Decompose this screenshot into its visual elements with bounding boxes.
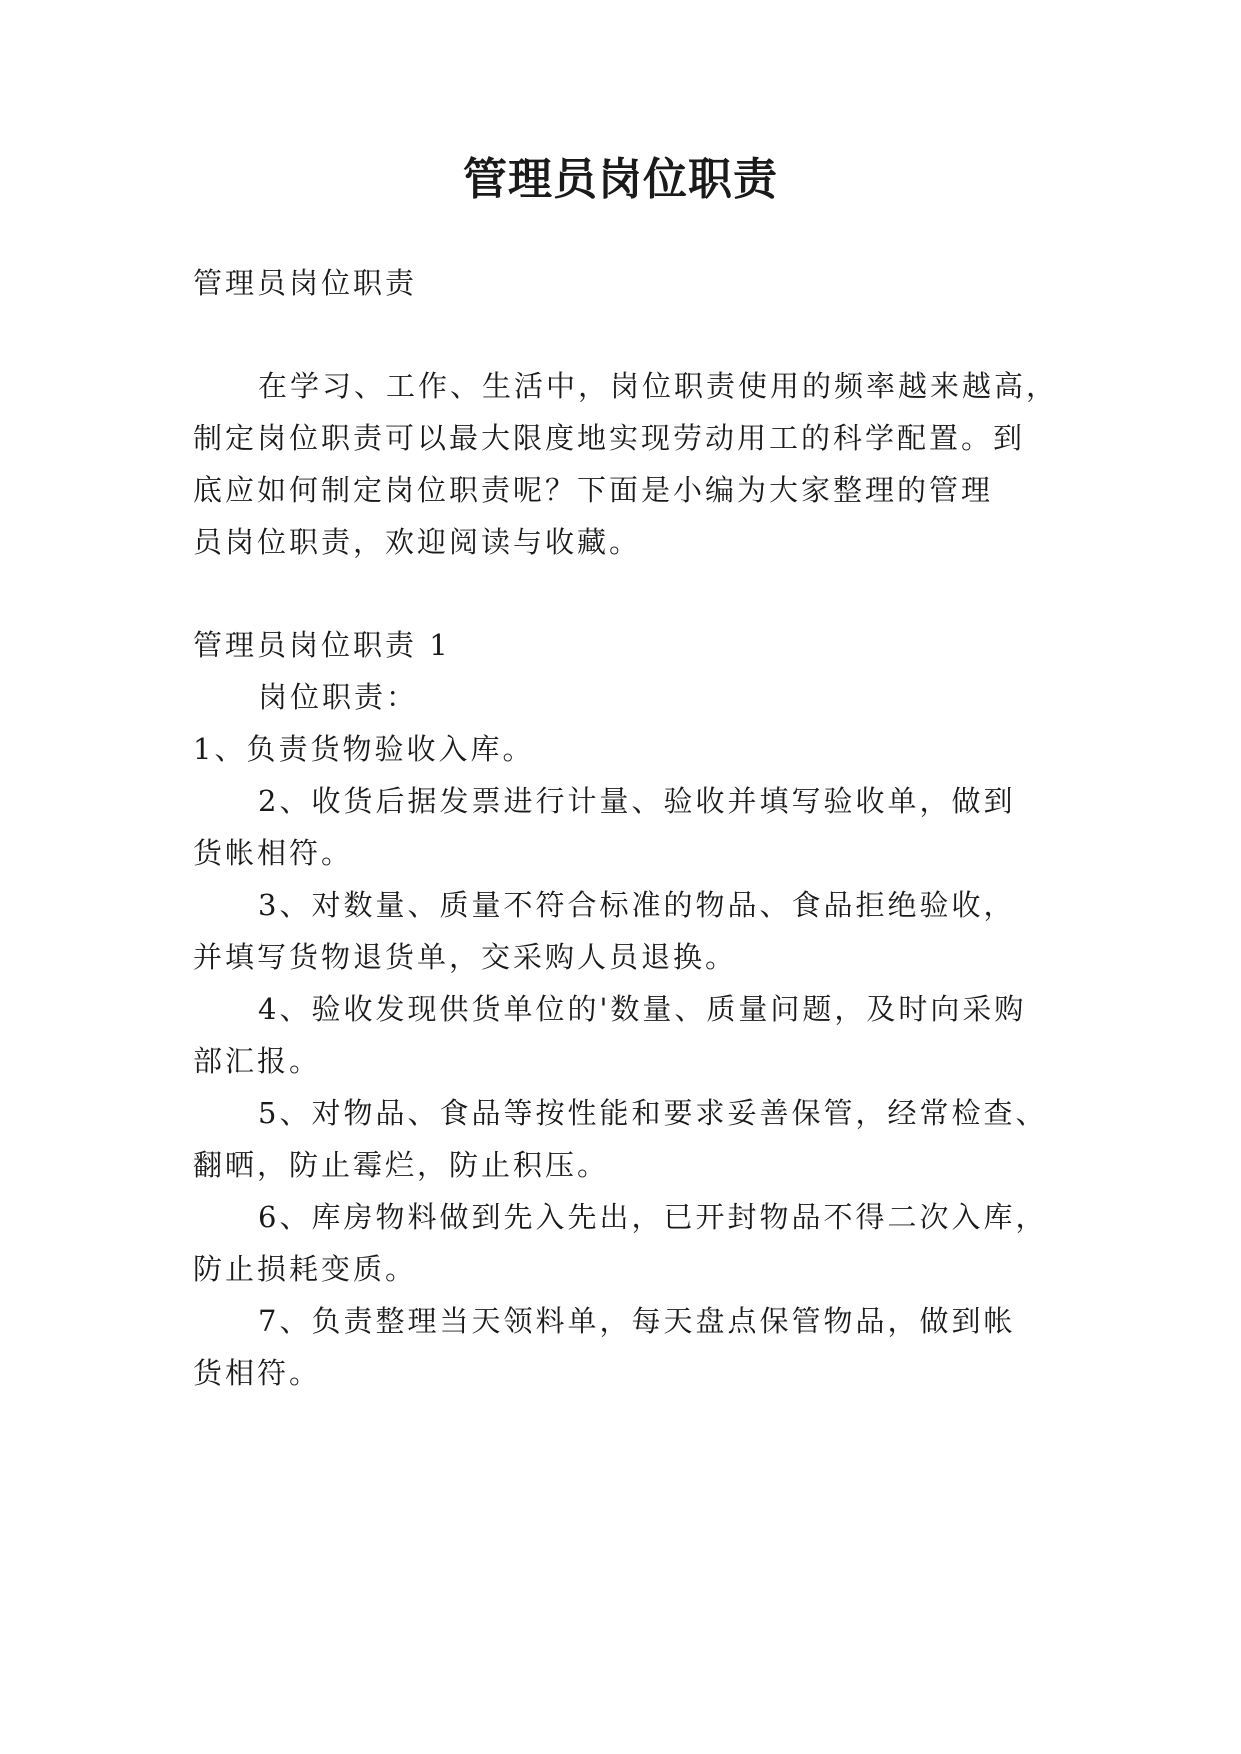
- duty-item-3: 3、对数量、质量不符合标准的物品、食品拒绝验收，: [258, 888, 1016, 922]
- duty-item-6: 6、库房物料做到先入先出，已开封物品不得二次入库，: [258, 1200, 1048, 1234]
- document-title: 管理员岗位职责: [463, 154, 778, 205]
- duty-item-2: 2、收货后据发票进行计量、验收并填写验收单，做到: [258, 784, 1016, 818]
- duty-item-3-cont: 并填写货物退货单，交采购人员退换。: [193, 940, 738, 974]
- duty-item-6-cont: 防止损耗变质。: [193, 1252, 418, 1286]
- duty-item-7-cont: 货相符。: [193, 1356, 322, 1390]
- duty-item-7: 7、负责整理当天领料单，每天盘点保管物品，做到帐: [258, 1304, 1016, 1338]
- duty-item-1: 1、负责货物验收入库。: [193, 732, 535, 766]
- duty-item-4-cont: 部汇报。: [193, 1044, 322, 1078]
- duty-item-5-cont: 翻晒，防止霉烂，防止积压。: [193, 1148, 610, 1182]
- intro-line-1: 在学习、工作、生活中，岗位职责使用的频率越来越高，: [258, 369, 1059, 403]
- duty-item-4: 4、验收发现供货单位的'数量、质量问题，及时向采购: [258, 992, 1027, 1026]
- section-heading: 管理员岗位职责 1: [193, 628, 451, 662]
- duties-label: 岗位职责：: [258, 680, 419, 714]
- duty-item-2-cont: 货帐相符。: [193, 836, 354, 870]
- intro-line-4: 员岗位职责，欢迎阅读与收藏。: [193, 525, 642, 559]
- intro-line-3: 底应如何制定岗位职责呢？下面是小编为大家整理的管理: [193, 473, 994, 507]
- document-subtitle: 管理员岗位职责: [193, 266, 418, 300]
- intro-line-2: 制定岗位职责可以最大限度地实现劳动用工的科学配置。到: [193, 421, 1026, 455]
- duty-item-5: 5、对物品、食品等按性能和要求妥善保管，经常检查、: [258, 1096, 1048, 1130]
